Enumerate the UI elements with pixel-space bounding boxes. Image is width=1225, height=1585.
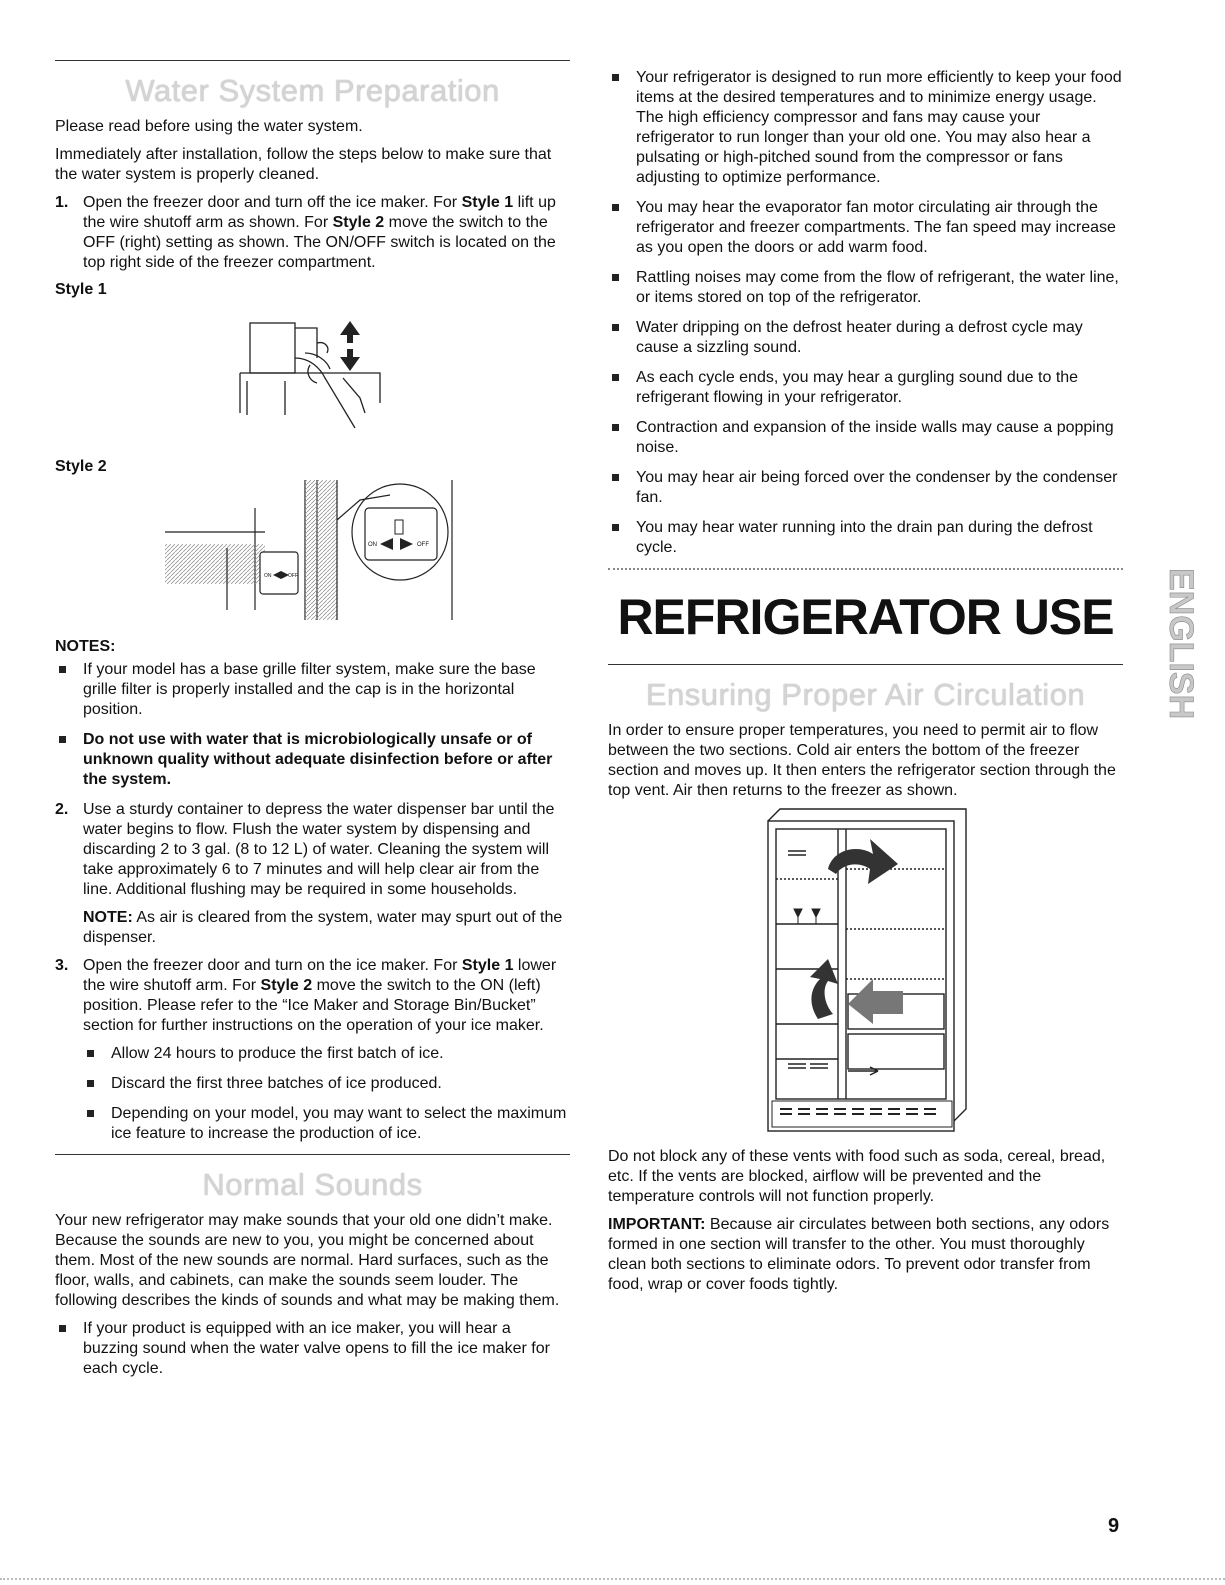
sounds-list-right xyxy=(608,68,1123,558)
water-system-title: Water System Preparation xyxy=(125,73,500,108)
note-item-warning: Do not use with water that is microbiologically unsafe or of unknown quality without adequate disinfection before or after the system. xyxy=(55,730,570,790)
switch-off-label: OFF xyxy=(417,542,429,548)
english-side-tab xyxy=(1152,568,1200,760)
switch-on-label: ON xyxy=(368,542,377,548)
note-item: If your model has a base grille filter system, make sure the base grille filter is properly installed and the cap is in the horizontal position. xyxy=(55,660,570,720)
switch-off-label-small: OFF xyxy=(288,573,298,579)
step-2: 2. Use a sturdy container to depress the water dispenser bar until the water begins to flow. Flush the water system by dispensing and discarding 2 to 3 gal. (8 to 12 L) of water. Cleaning the system will take approximately 6 to 7 minutes and will help clear air from the line. Additional flushing may be required in some households. NOTE: As air is cleared from the system, water may spurt out of the dispenser. xyxy=(55,800,570,948)
right-arrow-icon xyxy=(848,1067,878,1075)
list-item: You may hear the evaporator fan motor circulating air through the refrigerator and freezer compartments. The fan speed may increase as you open the doors or add warm food. xyxy=(608,198,1123,258)
style-2-illustration xyxy=(55,480,570,630)
refrigerator-use-title: REFRIGERATOR USE xyxy=(617,589,1114,645)
notes-list xyxy=(55,660,570,790)
list-item: Your refrigerator is designed to run more efficiently to keep your food items at the desired temperatures and to minimize energy usage. The high efficiency compressor and fans may cause your refrigerator to run longer than your old one. You may also hear a pulsating or high-pitched sound from the compressor or fans adjusting to optimize performance. xyxy=(608,68,1123,188)
svg-text:ENGLISH: ENGLISH xyxy=(1162,568,1200,720)
steps-list-2 xyxy=(55,800,570,1144)
switch-on-label-small: ON xyxy=(264,573,272,579)
sounds-intro: Your new refrigerator may make sounds that your old one didn’t make. Because the sounds are new to you, you might be concerned about them. Most of the new sounds are normal. Hard surfaces, such as the floor, walls, and cabinets, can make the sounds seem louder. The following describes the kinds of sounds and what may be making them. xyxy=(55,1212,560,1309)
air-circulation-title: Ensuring Proper Air Circulation xyxy=(645,677,1086,712)
arrow-up-icon xyxy=(340,321,360,343)
intro-text-2: Immediately after installation, follow the steps below to make sure that the water system is properly cleaned. xyxy=(55,146,552,183)
up-arrow-icon xyxy=(812,909,820,924)
step-3-sublist xyxy=(83,1044,570,1144)
sounds-list-left xyxy=(55,1319,570,1379)
style-2-label: Style 2 xyxy=(55,458,107,475)
important-text: IMPORTANT: Because air circulates between both sections, any odors formed in one section will transfer to the other. You must thoroughly clean both sections to eliminate odors. To prevent odor transfer from food, wrap or cover foods tightly. xyxy=(608,1216,1110,1293)
step-3: 3. Open the freezer door and turn on the ice maker. For Style 1 lower the wire shutoff arm. For Style 2 move the switch to the ON (left) position. Please refer to the “Ice Maker and Storage Bin/Bucket” section for further instructions on the operation of your ice maker. Allow 24 hours to produce the first batch of ice. Discard the first three batches of ice produced. Depending on your model, you may want to select the maximum ice feature to increase the production of ice. xyxy=(55,956,570,1144)
notes-label: NOTES: xyxy=(55,638,116,655)
list-item: You may hear water running into the drain pan during the defrost cycle. xyxy=(608,518,1123,558)
step-1: 1. Open the freezer door and turn off the ice maker. For Style 1 lift up the wire shutoff arm as shown. For Style 2 move the switch to the OFF (right) setting as shown. The ON/OFF switch is located on the top right side of the freezer compartment. xyxy=(55,194,556,271)
page-number: 9 xyxy=(1108,1515,1120,1537)
style-1-label: Style 1 xyxy=(55,281,107,298)
list-item: As each cycle ends, you may hear a gurgling sound due to the refrigerant flowing in your refrigerator. xyxy=(608,368,1123,408)
list-item: If your product is equipped with an ice maker, you will hear a buzzing sound when the water valve opens to fill the ice maker for each cycle. xyxy=(55,1319,570,1379)
air-circulation-illustration xyxy=(758,809,968,1139)
left-column xyxy=(55,60,570,1389)
list-item: You may hear air being forced over the condenser by the condenser fan. xyxy=(608,468,1123,508)
style-1-illustration xyxy=(55,303,570,448)
list-item: Allow 24 hours to produce the first batch of ice. xyxy=(83,1044,570,1064)
list-item: Depending on your model, you may want to select the maximum ice feature to increase the production of ice. xyxy=(83,1104,570,1144)
section-rule xyxy=(55,1154,570,1155)
up-curve-arrow-icon xyxy=(810,959,838,1019)
vents-text: Do not block any of these vents with food such as soda, cereal, bread, etc. If the vents are blocked, airflow will be prevented and the temperature controls will not function properly. xyxy=(608,1148,1106,1205)
list-item: Discard the first three batches of ice produced. xyxy=(83,1074,570,1094)
dotted-divider xyxy=(608,568,1123,570)
list-item: Contraction and expansion of the inside walls may cause a popping noise. xyxy=(608,418,1123,458)
intro-text: Please read before using the water system. xyxy=(55,118,363,135)
list-item: Rattling noises may come from the flow of refrigerant, the water line, or items stored on top of the refrigerator. xyxy=(608,268,1123,308)
top-rule xyxy=(55,60,570,61)
up-arrow-icon xyxy=(794,909,802,924)
air-intro: In order to ensure proper temperatures, you need to permit air to flow between the two sections. Cold air enters the bottom of the freezer section and moves up. It then enters the refrigerator section through the top vent. Air then returns to the freezer as shown. xyxy=(608,722,1116,799)
normal-sounds-title: Normal Sounds xyxy=(202,1167,423,1202)
step-2-note: NOTE: As air is cleared from the system, water may spurt out of the dispenser. xyxy=(83,909,563,946)
right-column xyxy=(608,68,1123,1303)
steps-list xyxy=(55,193,570,273)
arrow-down-icon xyxy=(340,349,360,371)
section-rule xyxy=(608,664,1123,665)
return-arrow-icon xyxy=(848,979,903,1024)
bottom-edge xyxy=(0,1578,1225,1580)
list-item: Water dripping on the defrost heater during a defrost cycle may cause a sizzling sound. xyxy=(608,318,1123,358)
